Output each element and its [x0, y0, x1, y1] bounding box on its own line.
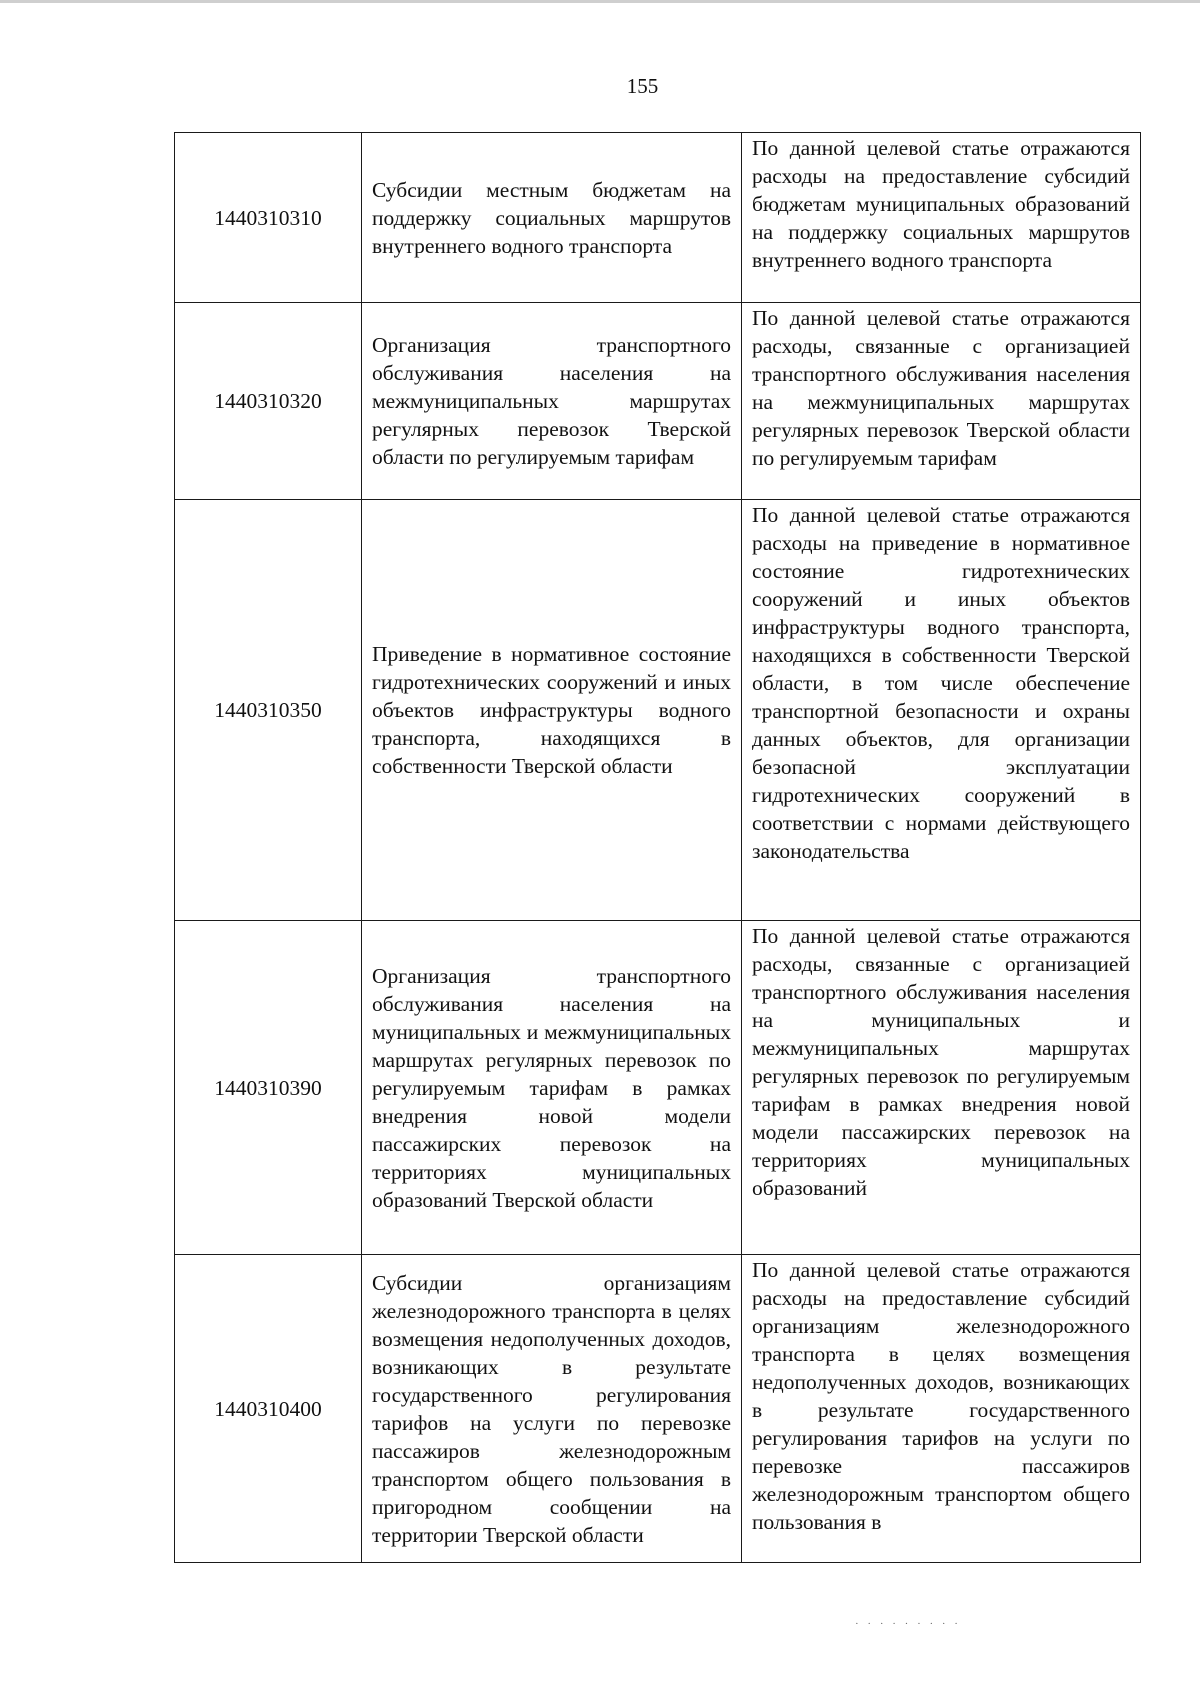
target-article-code: 1440310310: [175, 133, 362, 303]
target-article-description: По данной целевой статье отражаются расходы, связанные с организацией транспортного обслуживания населения на муниципальных и межмуниципальных маршрутах регулярных перевозок по регулируемым тарифам в рамках внедрения новой модели пассажирских перевозок на территориях муниципальных образований: [742, 921, 1141, 1255]
target-article-description: По данной целевой статье отражаются расходы на приведение в нормативное состояние гидротехнических сооружений и иных объектов инфраструктуры водного транспорта, находящихся в собственности Тверской области, в том числе обеспечение транспортной безопасности и охраны данных объектов, для организации безопасной эксплуатации гидротехнических сооружений в соответствии с нормами действующего законодательства: [742, 500, 1141, 921]
table-row: [175, 921, 1141, 1255]
target-article-name: Организация транспортного обслуживания населения на муниципальных и межмуниципальных маршрутах регулярных перевозок по регулируемым тарифам в рамках внедрения новой модели пассажирских перевозок на территориях муниципальных образований Тверской области: [362, 921, 742, 1255]
table-row: [175, 1255, 1141, 1563]
scan-noise-specks: · · · · · · · · ·: [855, 1618, 961, 1630]
target-article-code: 1440310400: [175, 1255, 362, 1563]
table-row: [175, 303, 1141, 500]
target-article-description: По данной целевой статье отражаются расходы, связанные с организацией транспортного обслуживания населения на межмуниципальных маршрутах регулярных перевозок Тверской области по регулируемым тарифам: [742, 303, 1141, 500]
target-article-name: Организация транспортного обслуживания населения на межмуниципальных маршрутах регулярных перевозок Тверской области по регулируемым тарифам: [362, 303, 742, 500]
table-row: [175, 500, 1141, 921]
page-number: 155: [626, 74, 659, 98]
target-article-name: Субсидии местным бюджетам на поддержку социальных маршрутов внутреннего водного транспорта: [362, 133, 742, 303]
target-article-description: По данной целевой статье отражаются расходы на предоставление субсидий организациям железнодорожного транспорта в целях возмещения недополученных доходов, возникающих в результате государственного регулирования тарифов на услуги по перевозке пассажиров железнодорожным транспортом общего пользования в: [742, 1255, 1141, 1563]
budget-classification-table: [174, 132, 1141, 1563]
table-row: [175, 133, 1141, 303]
target-article-name: Приведение в нормативное состояние гидротехнических сооружений и иных объектов инфраструктуры водного транспорта, находящихся в собственности Тверской области: [362, 500, 742, 921]
target-article-code: 1440310390: [175, 921, 362, 1255]
target-article-description: По данной целевой статье отражаются расходы на предоставление субсидий бюджетам муниципальных образований на поддержку социальных маршрутов внутреннего водного транспорта: [742, 133, 1141, 303]
target-article-code: 1440310320: [175, 303, 362, 500]
scan-edge-line: [0, 0, 1200, 3]
target-article-code: 1440310350: [175, 500, 362, 921]
target-article-name: Субсидии организациям железнодорожного транспорта в целях возмещения недополученных доходов, возникающих в результате государственного регулирования тарифов на услуги по перевозке пассажиров железнодорожным транспортом общего пользования в пригородном сообщении на территории Тверской области: [362, 1255, 742, 1563]
